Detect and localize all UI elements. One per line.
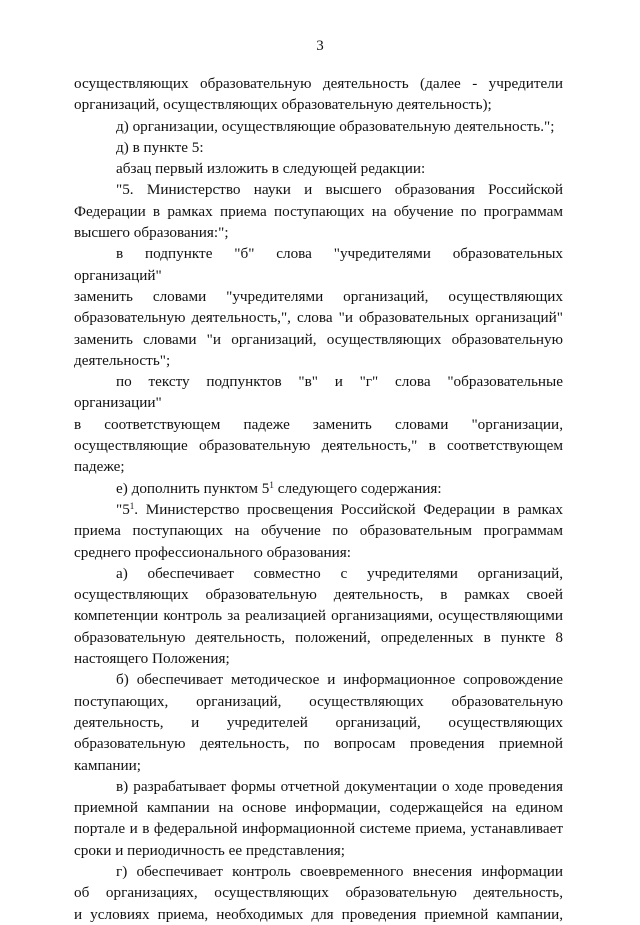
text-line-content: д) организации, осуществляющие образовательную деятельность."; [116,117,555,135]
text-line [74,627,563,648]
text-line [74,478,563,499]
text-line [74,563,563,584]
text-line-content: высшего образования:"; [74,224,229,242]
text-line [74,158,563,179]
text-line [74,542,563,563]
page-number: 3 [316,38,324,54]
superscript: 1 [129,500,135,511]
text-line-content: организаций, осуществляющих образовательную деятельность); [74,96,492,114]
text-line-content: поступающих, организаций, осуществляющих образовательную [74,692,563,710]
text-line [74,116,563,137]
text-line-content: д) в пункте 5: [116,138,204,156]
text-line [74,648,563,669]
superscript: 1 [269,479,274,490]
text-line-content: е) дополнить пунктом 5 [116,479,270,497]
text-line-content: образовательную деятельность,", слова "и образовательных организаций" [74,309,563,327]
text-line-content: "5. Министерство науки и высшего образования Российской [116,181,563,199]
text-line [74,307,563,328]
document-body [74,73,563,925]
text-line [74,350,563,371]
text-line [74,371,563,414]
text-line-content: деятельность"; [74,351,171,369]
text-line-content: кампании; [74,756,141,774]
text-line [74,201,563,222]
text-line [74,861,563,882]
text-line [74,797,563,818]
text-line-content: настоящего Положения; [74,650,230,668]
text-line-continuation: следующего содержания: [273,479,442,497]
text-line [74,776,563,797]
text-line [74,329,563,350]
text-line-content: г) обеспечивает контроль своевременного внесения информации [116,862,563,880]
text-line-content: осуществляющих образовательную деятельность (далее - учредители [74,75,563,92]
text-line-content: в соответствующем падеже заменить словами "организации, [74,415,563,433]
text-line-content: приема поступающих на обучение по образовательным программам [74,522,563,540]
text-line [74,840,563,861]
text-line-content: Федерации в рамках приема поступающих на обучение по программам [74,202,563,220]
text-line-continuation: . Министерство просвещения Российской Федерации в рамках [134,500,563,518]
text-line-content: падеже; [74,458,125,476]
text-line-content: деятельность, и учредителей организаций, осуществляющих [74,713,563,731]
text-line [74,882,563,903]
text-line [74,456,563,477]
text-line [74,904,563,925]
text-line [74,286,563,307]
text-line-content: в) разрабатывает формы отчетной документации о ходе проведения [116,777,563,795]
text-line [74,179,563,200]
text-line-content: "5 [116,500,130,518]
text-line [74,712,563,733]
text-line-content: а) обеспечивает совместно с учредителями организаций, [116,564,563,582]
text-line [74,691,563,712]
text-line [74,73,563,94]
text-line-content: среднего профессионального образования: [74,543,351,561]
text-line [74,818,563,839]
text-line [74,222,563,243]
text-line-content: в подпункте "б" слова "учредителями образовательных организаций" [74,245,563,284]
text-line-content: осуществляющие образовательную деятельность," в соответствующем [74,437,563,455]
text-line [74,733,563,754]
text-line-content: по тексту подпунктов "в" и "г" слова "образовательные организации" [74,373,563,412]
text-line-content: абзац первый изложить в следующей редакции: [116,160,426,178]
text-line-content: компетенции контроль за реализацией организациями, осуществляющими [74,607,563,625]
text-line-content: приемной кампании на основе информации, содержащейся на едином [74,799,563,817]
text-line-content: заменить словами "учредителями организаций, осуществляющих [74,287,563,305]
text-line-content: портале и в федеральной информационной системе приема, устанавливает [74,820,563,838]
text-line-content: б) обеспечивает методическое и информационное сопровождение [116,671,563,689]
text-line [74,669,563,690]
text-line [74,243,563,286]
text-line-content: об организациях, осуществляющих образовательную деятельность, [74,884,563,902]
text-line-content: и условиях приема, необходимых для проведения приемной кампании, [74,905,563,923]
text-line-content: сроки и периодичность ее представления; [74,841,345,859]
text-line-content: образовательную деятельность, положений, определенных в пункте 8 [74,628,563,646]
text-line [74,435,563,456]
text-line [74,584,563,605]
text-line-content: образовательную деятельность, по вопросам проведения приемной [74,735,563,753]
text-line [74,94,563,115]
text-line [74,137,563,158]
text-line [74,414,563,435]
text-line [74,605,563,626]
text-line [74,755,563,776]
text-line-content: заменить словами "и организаций, осуществляющих образовательную [74,330,563,348]
text-line-content: осуществляющих образовательную деятельность, в рамках своей [74,586,563,604]
text-line [74,520,563,541]
text-line [74,499,563,520]
